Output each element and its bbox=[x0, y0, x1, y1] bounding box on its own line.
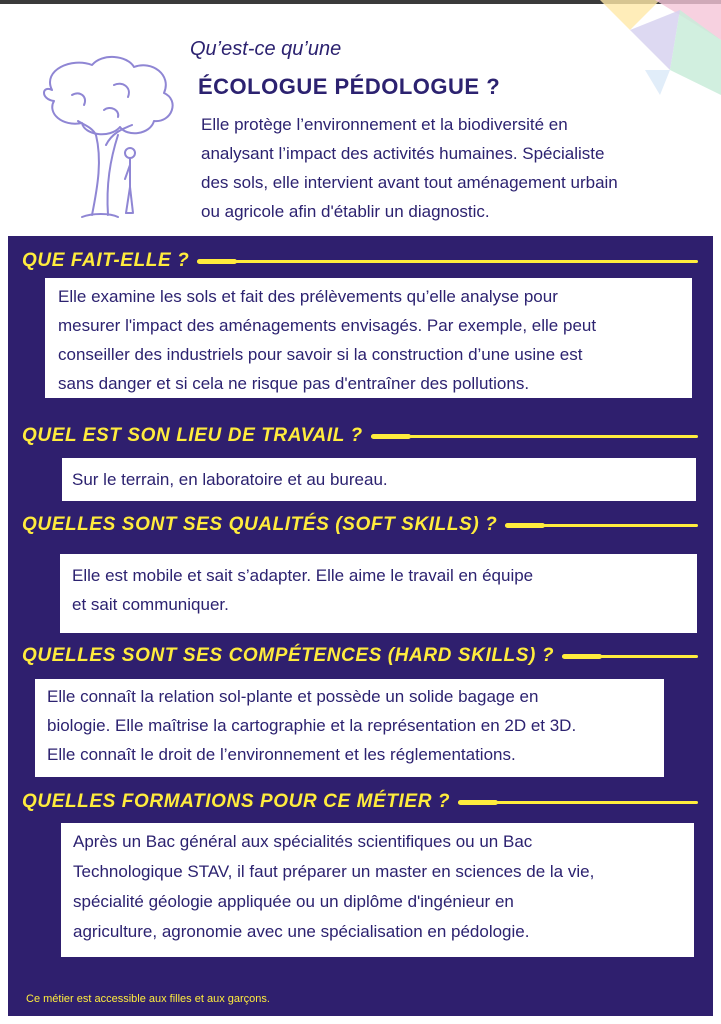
intro-description bbox=[201, 110, 706, 226]
section-heading-text: QUELLES SONT SES QUALITÉS (SOFT SKILLS) ? bbox=[22, 514, 498, 535]
section-line: Après un Bac général aux spécialités scientifiques ou un Bac bbox=[73, 832, 533, 851]
section-heading-activities bbox=[22, 249, 698, 273]
section-heading-workplace bbox=[22, 424, 698, 448]
section-line: Technologique STAV, il faut préparer un master en sciences de la vie, bbox=[73, 862, 595, 881]
page-title: ÉCOLOGUE PÉDOLOGUE ? bbox=[198, 74, 501, 99]
section-line: et sait communiquer. bbox=[72, 595, 229, 614]
intro-kicker: Qu’est-ce qu’une bbox=[190, 38, 342, 60]
section-heading-training bbox=[22, 790, 698, 814]
corner-decoration-shape bbox=[560, 0, 721, 100]
section-line: conseiller des industriels pour savoir si la construction d’une usine est bbox=[58, 345, 583, 364]
section-line: agriculture, agronomie avec une spécialisation en pédologie. bbox=[73, 922, 530, 941]
intro-line: des sols, elle intervient avant tout aménagement urbain bbox=[201, 173, 618, 192]
section-heading-soft-skills bbox=[22, 513, 698, 537]
section-line: Elle examine les sols et fait des prélèvements qu’elle analyse pour bbox=[58, 287, 558, 306]
section-line: biologie. Elle maîtrise la cartographie et la représentation en 2D et 3D. bbox=[47, 716, 577, 735]
section-box-soft-skills bbox=[60, 554, 697, 633]
heading-underline bbox=[458, 801, 698, 804]
section-heading-text: QUELLES SONT SES COMPÉTENCES (HARD SKILLS) ? bbox=[22, 645, 555, 666]
section-line: Elle connaît la relation sol-plante et possède un solide bagage en bbox=[47, 687, 539, 706]
info-panel bbox=[8, 236, 713, 1016]
section-line: mesurer l'impact des aménagements envisagés. Par exemple, elle peut bbox=[58, 316, 597, 335]
heading-underline bbox=[371, 435, 698, 438]
heading-underline bbox=[562, 655, 698, 658]
section-line: sans danger et si cela ne risque pas d'entraîner des pollutions. bbox=[58, 374, 530, 393]
intro-line: Elle protège l’environnement et la biodiversité en bbox=[201, 115, 568, 134]
section-box-training bbox=[61, 823, 694, 957]
section-heading-text: QUE FAIT-ELLE ? bbox=[22, 250, 190, 271]
section-heading-text: QUELLES FORMATIONS POUR CE MÉTIER ? bbox=[22, 791, 451, 812]
heading-underline bbox=[197, 260, 698, 263]
section-heading-text: QUEL EST SON LIEU DE TRAVAIL ? bbox=[22, 425, 363, 446]
section-line: Elle est mobile et sait s’adapter. Elle aime le travail en équipe bbox=[72, 566, 534, 585]
intro-line: analysant l’impact des activités humaines. Spécialiste bbox=[201, 144, 605, 163]
section-line: spécialité géologie appliquée ou un diplôme d'ingénieur en bbox=[73, 892, 514, 911]
heading-underline bbox=[505, 524, 698, 527]
section-heading-hard-skills bbox=[22, 644, 698, 668]
intro-line: ou agricole afin d'établir un diagnostic. bbox=[201, 202, 490, 221]
section-box-hard-skills bbox=[35, 679, 664, 777]
section-box-workplace bbox=[62, 458, 696, 501]
section-line: Elle connaît le droit de l’environnement et les réglementations. bbox=[47, 745, 516, 764]
section-box-activities bbox=[45, 278, 692, 398]
section-line: Sur le terrain, en laboratoire et au bureau. bbox=[72, 470, 388, 489]
footer-note: Ce métier est accessible aux filles et aux garçons. bbox=[26, 993, 270, 1005]
tree-and-person-icon bbox=[22, 55, 197, 225]
